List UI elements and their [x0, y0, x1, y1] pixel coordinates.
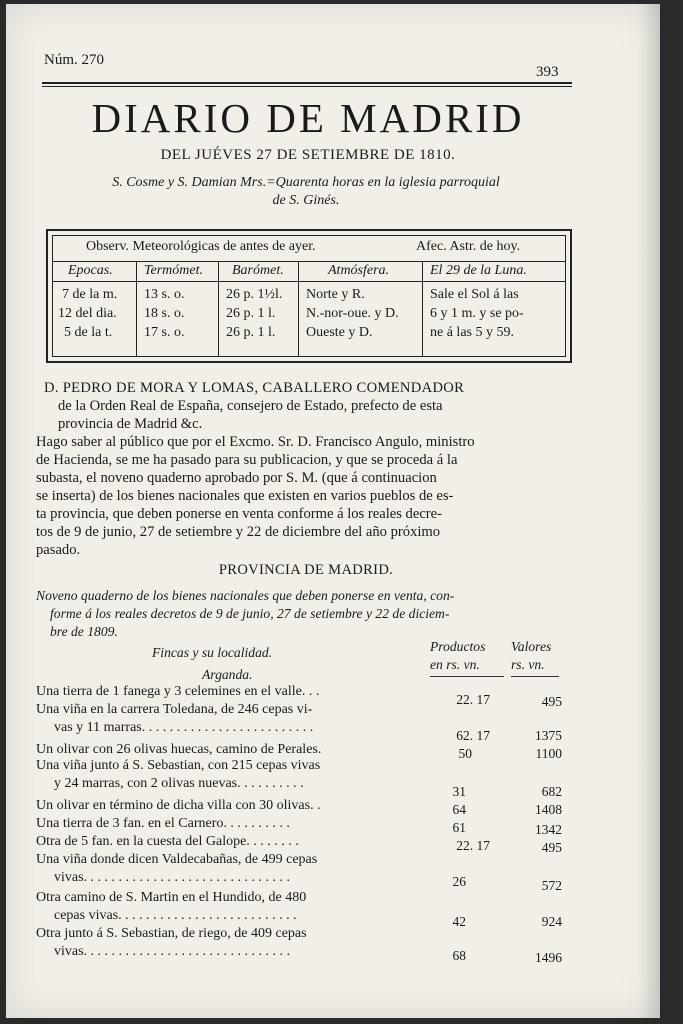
entry-5-producto: 64	[452, 802, 466, 817]
entry-8-valor: 572	[541, 878, 562, 893]
entry-5-valor: 1408	[535, 802, 562, 817]
provincia-subtitle-1: Noveno quaderno de los bienes nacionales que deben ponerse en venta, con-	[36, 588, 455, 603]
entry-10-valor: 1496	[535, 950, 562, 965]
entry-5-line-1: Un olivar en término de dicha villa con 30 olivas. .	[36, 798, 321, 813]
row2-epoca: 12 del dia.	[58, 306, 117, 321]
notice-line-3: subasta, el noveno quaderno aprobado por S. M. (que á continuacion	[36, 470, 437, 486]
provincia-subtitle-3: bre de 1809.	[50, 624, 118, 639]
notice-line-2: de Hacienda, se me ha pasado para su publicacion, y que se proceda á la	[36, 452, 458, 468]
col-fincas-label: Fincas y su localidad.	[152, 645, 273, 660]
valores-rule	[511, 676, 559, 677]
row3-astro: ne á las 5 y 59.	[430, 325, 514, 340]
row1-atm: Norte y R.	[306, 287, 365, 302]
entry-8-producto: 26	[452, 874, 466, 889]
notice-line-6: tos de 9 de junio, 27 de setiembre y 22 de diciembre del año próximo	[36, 524, 441, 540]
notice-line-7: pasado.	[36, 542, 81, 558]
weather-col-divider-1	[136, 261, 137, 357]
entry-9-valor: 924	[541, 914, 562, 929]
provincia-subtitle-2: forme á los reales decretos de 9 de junio, 27 de setiembre y 22 de diciem-	[50, 606, 450, 621]
col-termometro: Termómet.	[144, 263, 203, 278]
weather-col-divider-2	[218, 261, 219, 357]
entry-2-valor: 1375	[535, 728, 562, 743]
entry-9-line-1: Otra camino de S. Martin en el Hundido, de 480	[36, 890, 307, 905]
entry-10-line-2: vivas. . . . . . . . . . . . . . . . . . . . . . . . . . . . . .	[54, 944, 291, 959]
row3-epoca: 5 de la t.	[64, 325, 113, 340]
row2-term: 18 s. o.	[144, 306, 185, 321]
col-productos-label: Productos	[430, 639, 486, 654]
col-epocas: Epocas.	[68, 263, 113, 278]
weather-col-divider-4	[422, 261, 423, 357]
notice-line-indent-1: de la Orden Real de España, consejero de Estado, prefecto de esta	[58, 398, 443, 414]
entry-4-producto: 31	[452, 784, 466, 799]
col-valores-label: Valores	[511, 639, 552, 654]
weather-table	[46, 229, 572, 363]
notice-line-4: se inserta) de los bienes nacionales que existen en varios pueblos de es-	[36, 488, 454, 504]
locality-arganda: Arganda.	[202, 667, 253, 682]
col-barometro: Barómet.	[232, 263, 284, 278]
header-rule-thin	[42, 86, 572, 87]
row1-baro: 26 p. 1½l.	[226, 287, 283, 302]
entry-10-line-1: Otra junto á S. Sebastian, de riego, de 409 cepas	[36, 926, 307, 941]
row2-baro: 26 p. 1 l.	[226, 306, 276, 321]
entry-9-producto: 42	[452, 914, 466, 929]
issue-number: Núm. 270	[44, 52, 104, 68]
provincia-heading: PROVINCIA DE MADRID.	[218, 562, 394, 578]
notice-line-indent-2: provincia de Madrid &c.	[58, 416, 203, 432]
row3-baro: 26 p. 1 l.	[226, 325, 276, 340]
row2-atm: N.-nor-oue. y D.	[306, 306, 399, 321]
saints-line-2: de S. Ginés.	[272, 193, 340, 208]
newspaper-page	[6, 4, 660, 1018]
col-atmosfera: Atmósfera.	[328, 263, 390, 278]
col-units-productos: en rs. vn.	[430, 657, 480, 672]
entry-6-valor: 1342	[535, 822, 562, 837]
entry-9-line-2: cepas vivas. . . . . . . . . . . . . . . . . . . . . . . . . .	[54, 908, 297, 923]
row1-term: 13 s. o.	[144, 287, 185, 302]
entry-1-producto: 22. 17	[456, 692, 490, 707]
entry-1-valor: 495	[541, 694, 562, 709]
row2-astro: 6 y 1 m. y se po-	[430, 306, 524, 321]
col-units-valores: rs. vn.	[511, 657, 545, 672]
entry-2-producto: 62. 17	[456, 728, 490, 743]
entry-2-line-2: vas y 11 marras. . . . . . . . . . . . . . . . . . . . . . . . .	[54, 720, 314, 735]
weather-rule-1	[52, 261, 566, 262]
weather-rule-2	[52, 281, 566, 282]
entry-6-producto: 61	[452, 820, 466, 835]
weather-col-divider-3	[298, 261, 299, 357]
entry-8-line-2: vivas. . . . . . . . . . . . . . . . . . . . . . . . . . . . . .	[54, 870, 291, 885]
notice-line-1: Hago saber al público que por el Excmo. Sr. D. Francisco Angulo, ministro	[36, 434, 475, 450]
notice-line-5: ta provincia, que deben ponerse en venta conforme á los reales decre-	[36, 506, 443, 522]
masthead-title: DIARIO DE MADRID	[91, 95, 525, 141]
header-rule	[42, 82, 572, 84]
row1-epoca: 7 de la m.	[62, 287, 118, 302]
productos-rule	[430, 676, 504, 677]
entry-6-line-1: Una tierra de 3 fan. en el Carnero. . . . . . . . . .	[36, 816, 290, 831]
entry-7-line-1: Otra de 5 fan. en la cuesta del Galope. . . . . . . .	[36, 834, 299, 849]
entry-4-line-2: y 24 marras, con 2 olivas nuevas. . . . . . . . . .	[54, 776, 304, 791]
notice-heading: D. PEDRO DE MORA Y LOMAS, CABALLERO COMENDADOR	[44, 380, 465, 396]
row3-term: 17 s. o.	[144, 325, 185, 340]
entry-7-valor: 495	[541, 840, 562, 855]
page-number: 393	[536, 64, 559, 80]
row1-astro: Sale el Sol á las	[430, 287, 519, 302]
saints-line-1: S. Cosme y S. Damian Mrs.=Quarenta horas en la iglesia parroquial	[112, 175, 500, 190]
entry-7-producto: 22. 17	[456, 838, 490, 853]
date-line: DEL JUÉVES 27 DE SETIEMBRE DE 1810.	[160, 147, 456, 163]
entry-10-producto: 68	[452, 948, 466, 963]
entry-4-valor: 682	[541, 784, 562, 799]
col-luna: El 29 de la Luna.	[430, 263, 527, 278]
entry-2-line-1: Una viña en la carrera Toledana, de 246 cepas vi-	[36, 702, 313, 717]
saints-line	[46, 174, 566, 210]
entry-3-producto: 50	[458, 746, 472, 761]
weather-heading-left: Observ. Meteorológicas de antes de ayer.	[86, 239, 316, 254]
row3-atm: Oueste y D.	[306, 325, 373, 340]
entry-3-line-1: Un olivar con 26 olivas huecas, camino de Perales.	[36, 742, 322, 757]
weather-heading-right: Afec. Astr. de hoy.	[416, 239, 521, 254]
entry-3-valor: 1100	[535, 746, 562, 761]
entry-1-line-1: Una tierra de 1 fanega y 3 celemines en el valle. . .	[36, 684, 320, 699]
entry-8-line-1: Una viña donde dicen Valdecabañas, de 499 cepas	[36, 852, 318, 867]
entry-4-line-1: Una viña junto á S. Sebastian, con 215 cepas vivas	[36, 758, 321, 773]
